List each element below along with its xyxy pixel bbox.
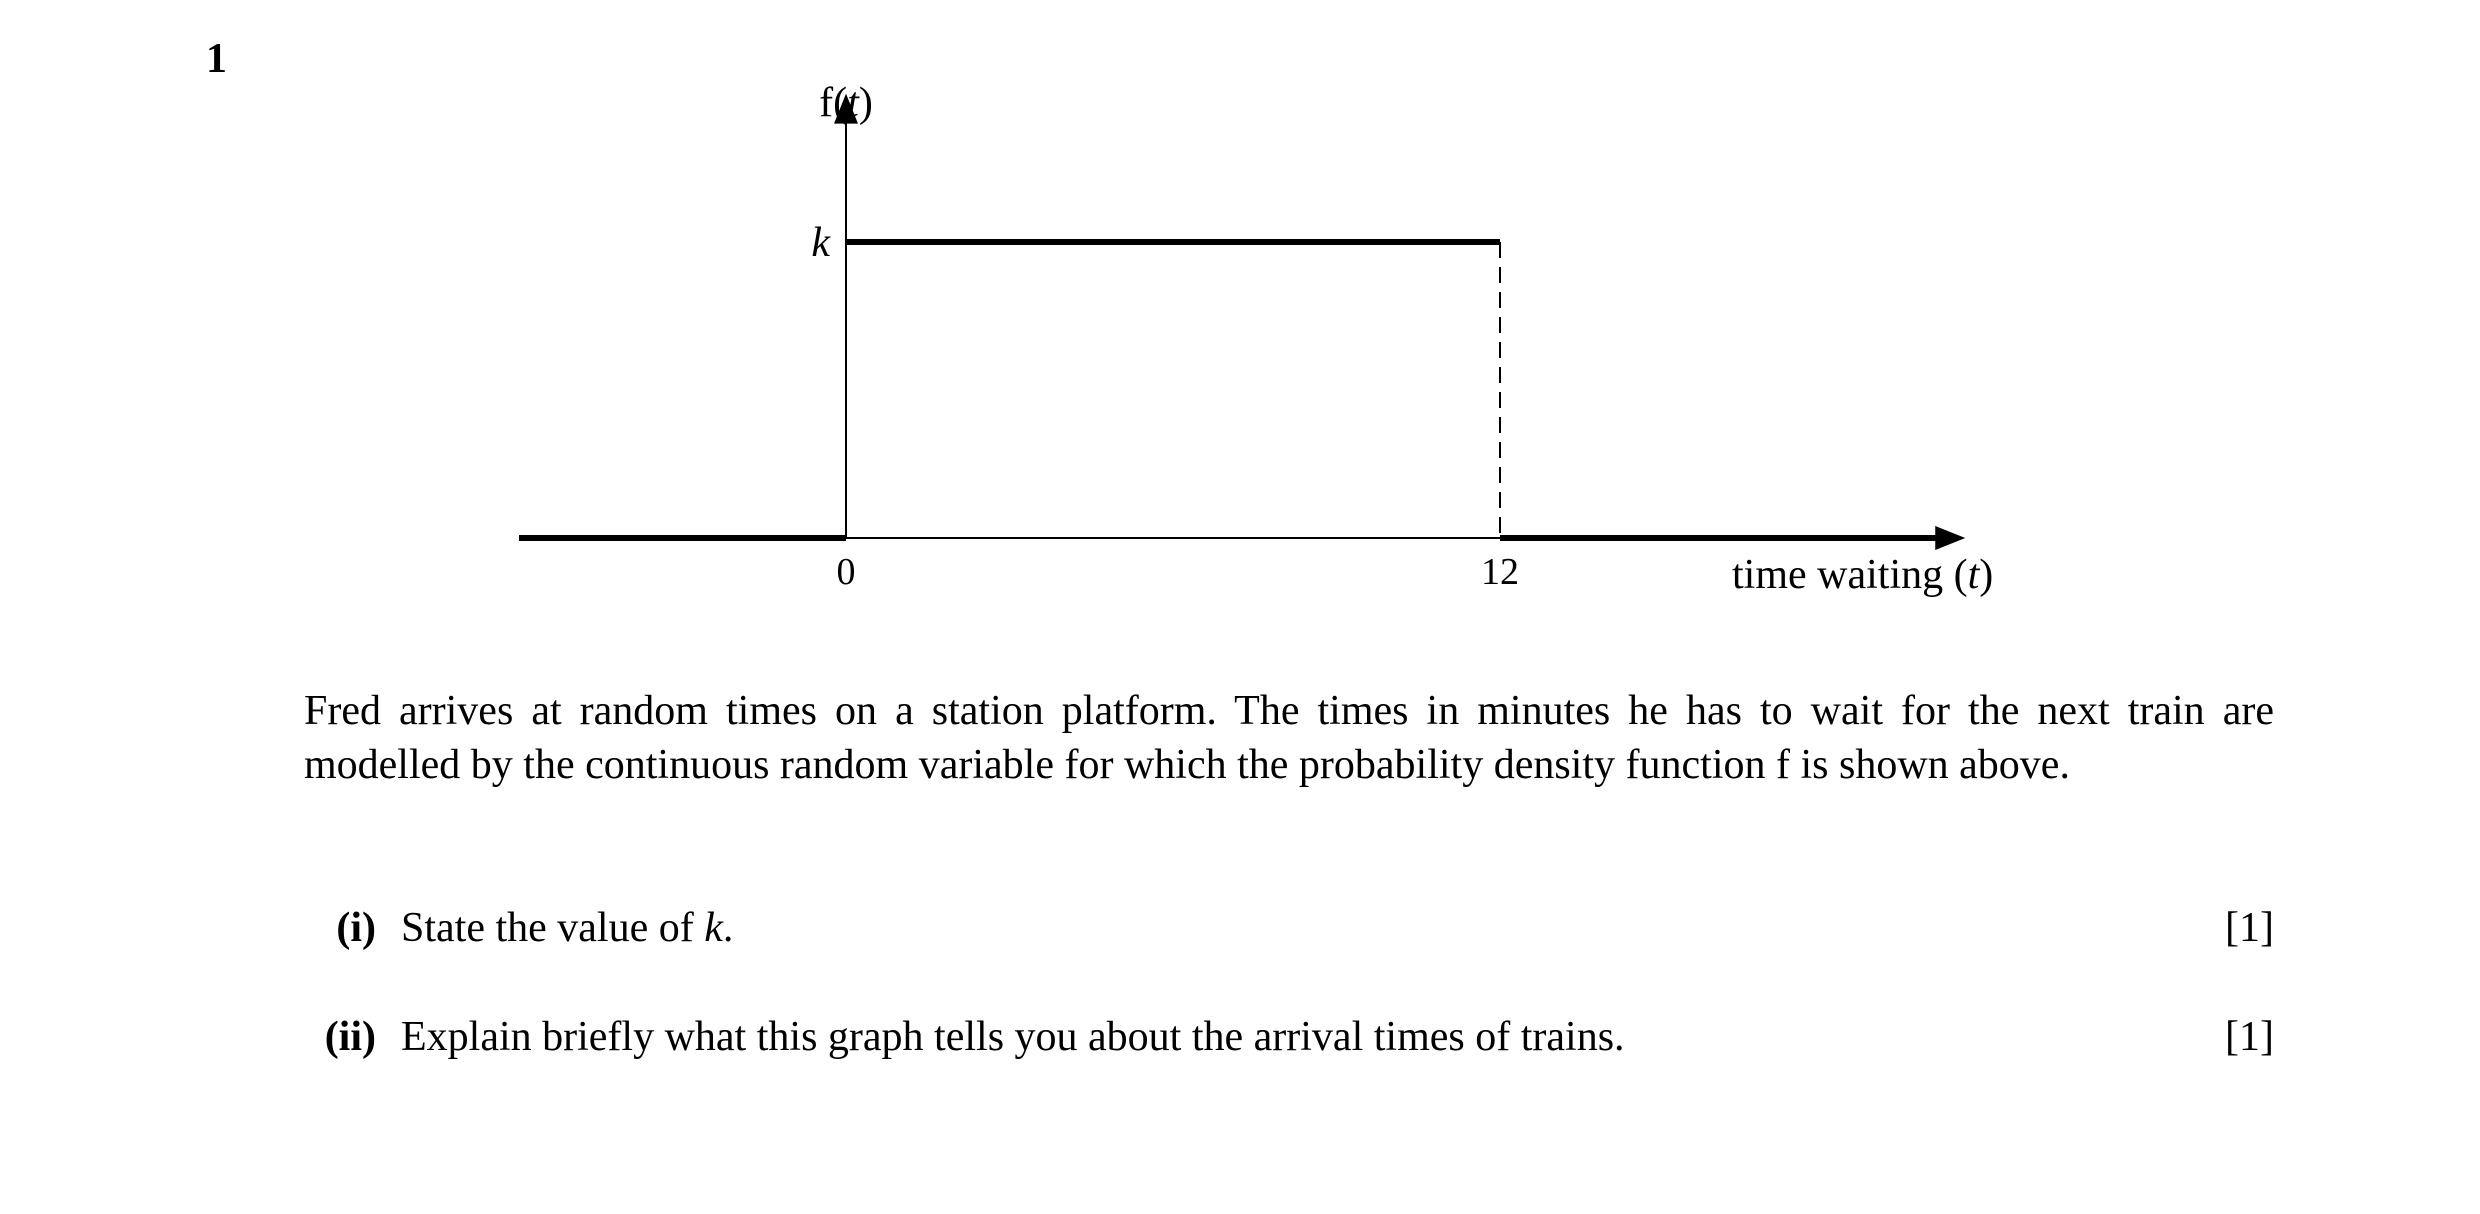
part-ii — [0, 1007, 2480, 1067]
part-i-text — [401, 898, 733, 958]
part-i-text-after: . — [722, 905, 734, 951]
y-tick-label-k: k — [811, 220, 830, 266]
part-i-variable: k — [704, 905, 723, 951]
part-i-marks: [1] — [2225, 905, 2274, 951]
question-stem: Fred arrives at random times on a station platform. The times in minutes he has to wait for the next train are modelled by the continuous random variable for which the probability density function f is shown above. — [304, 688, 2274, 788]
y-axis-label: f(t) — [819, 80, 873, 126]
question-number: 1 — [206, 36, 227, 82]
x-tick-label-1: 0 — [836, 551, 856, 593]
x-tick-label-2: 12 — [1481, 551, 1519, 593]
x-axis-label: time waiting (t) — [1732, 552, 1994, 598]
part-ii-label: (ii) — [324, 1014, 376, 1060]
part-i-label: (i) — [336, 905, 376, 951]
part-ii-text: Explain briefly what this graph tells you about the arrival times of trains. — [401, 1014, 1625, 1060]
part-i — [0, 898, 2480, 958]
part-ii-marks: [1] — [2225, 1014, 2274, 1060]
part-i-text-before: State the value of — [401, 905, 705, 951]
x-axis-arrowhead — [1935, 526, 1965, 550]
